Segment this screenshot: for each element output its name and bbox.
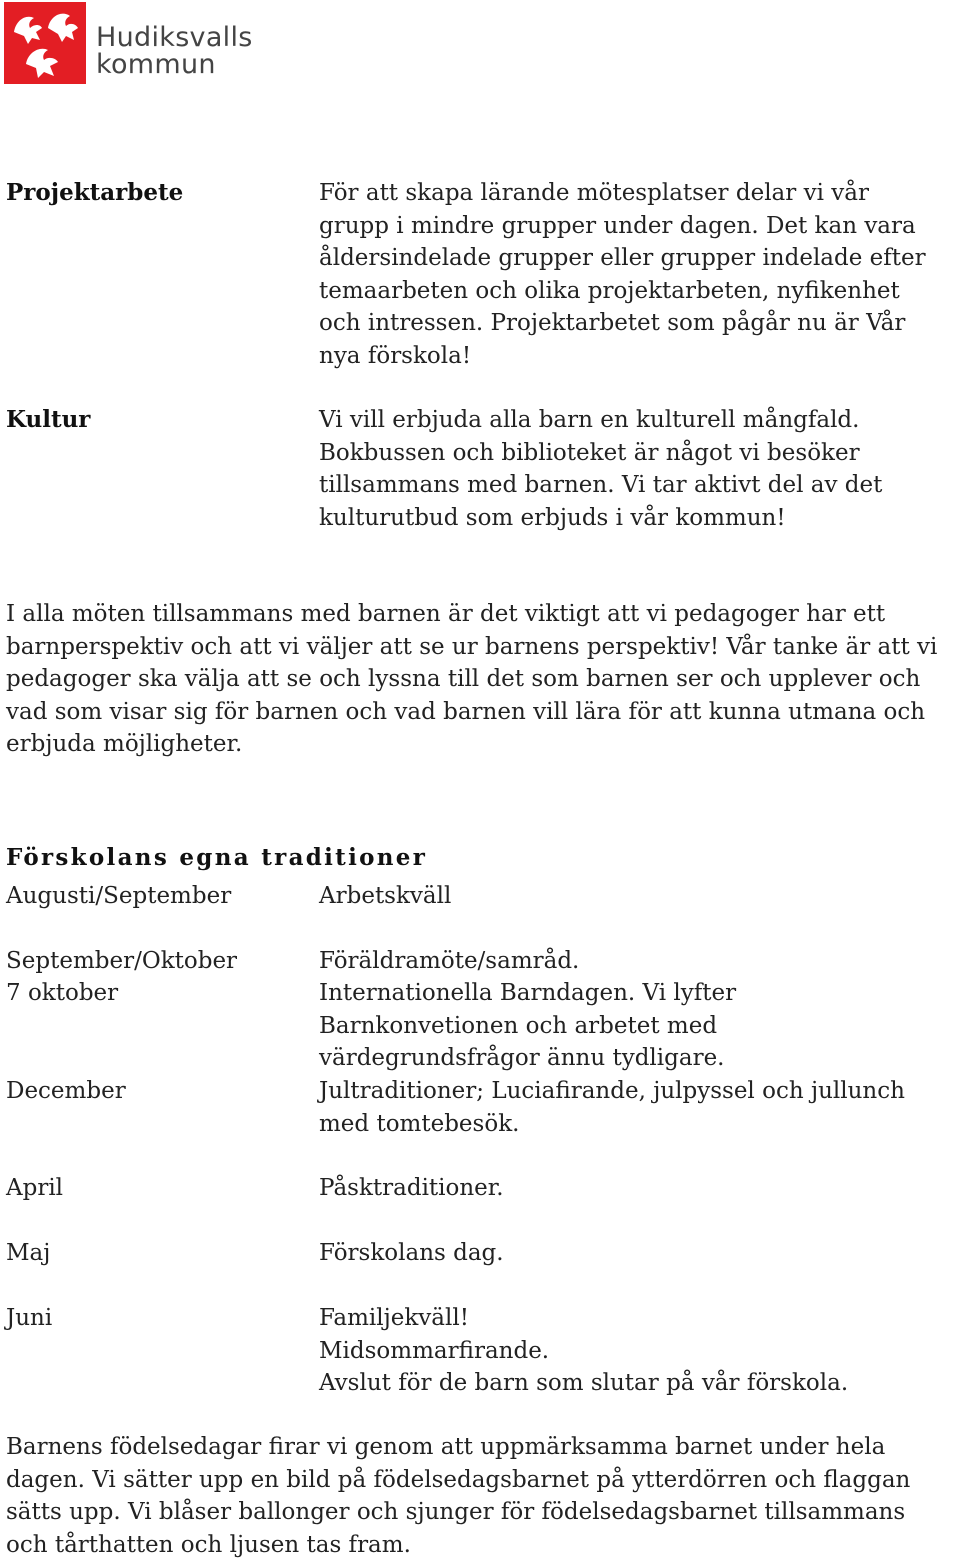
tradition-description: [319, 1075, 944, 1140]
tradition-time: April: [6, 1175, 64, 1201]
tradition-time: December: [6, 1078, 126, 1104]
logo-wordmark: [96, 24, 253, 78]
municipality-logo: [4, 2, 264, 84]
tradition-line: Internationella Barndagen. Vi lyfter Barnkonvetionen och arbetet med värdegrundsfrågor ännu tydligare.: [319, 980, 737, 1071]
section-text-projektarbete: För att skapa lärande mötesplatser delar vi vår grupp i mindre grupper under dagen. Det kan vara åldersindelade grupper eller grupper indelade efter temaarbeten och olika projektarbeten, nyfikenhet och intressen. Projektarbetet som pågår nu är Vår nya förskola!: [319, 180, 926, 369]
tradition-line: Jultraditioner; Luciafirande, julpyssel och jullunch med tomtebesök.: [319, 1078, 905, 1137]
tradition-description: [319, 1237, 949, 1270]
tradition-line: Påsktraditioner.: [319, 1175, 504, 1201]
tradition-line: Avslut för de barn som slutar på vår förskola.: [319, 1370, 849, 1396]
tradition-description: [319, 977, 929, 1075]
section-text-kultur: Vi vill erbjuda alla barn en kulturell mångfald. Bokbussen och biblioteket är något vi besöker tillsammans med barnen. Vi tar aktivt del av det kulturutbud som erbjuds i vår kommun!: [319, 407, 883, 531]
logo-line-1: Hudiksvalls: [96, 22, 253, 53]
tradition-time: Augusti/September: [6, 883, 232, 909]
tradition-line: Midsommarfirande.: [319, 1337, 550, 1364]
tradition-time: September/Oktober: [6, 948, 238, 974]
perspective-paragraph: I alla möten tillsammans med barnen är det viktigt att vi pedagoger har ett barnperspektiv och att vi väljer att se ur barnens perspektiv! Vår tanke är att vi pedagoger ska välja att se och lyssna till det som barnen ser och upplever och vad som visar sig för barnen och vad barnen vill lära för att kunna utmana och erbjuda möjligheter.: [6, 601, 938, 757]
section-label-kultur: Kultur: [6, 406, 91, 433]
tradition-line: Familjekväll!: [319, 1305, 469, 1331]
tradition-time: 7 oktober: [6, 980, 119, 1006]
tradition-description: [319, 1302, 949, 1400]
tradition-line: Föräldramöte/samråd.: [319, 948, 580, 974]
tradition-time: Maj: [6, 1240, 51, 1266]
tradition-line: Förskolans dag.: [319, 1240, 504, 1266]
goat-emblem-icon: [4, 2, 86, 84]
birthday-paragraph: Barnens födelsedagar firar vi genom att uppmärksamma barnet under hela dagen. Vi sätter upp en bild på födelsedagsbarnet på ytterdörren och flaggan sätts upp. Vi blåser ballonger och sjunger för födelsedagsbarnet tillsammans och tårthatten och ljusen tas fram.: [6, 1434, 911, 1558]
section-label-projektarbete: Projektarbete: [6, 179, 184, 206]
tradition-line: Arbetskväll: [319, 883, 452, 909]
logo-line-2: kommun: [96, 49, 216, 80]
tradition-description: [319, 945, 949, 978]
tradition-description: [319, 880, 949, 913]
traditions-heading: Förskolans egna traditioner: [6, 844, 428, 871]
tradition-time: Juni: [6, 1305, 53, 1331]
tradition-description: [319, 1172, 949, 1205]
